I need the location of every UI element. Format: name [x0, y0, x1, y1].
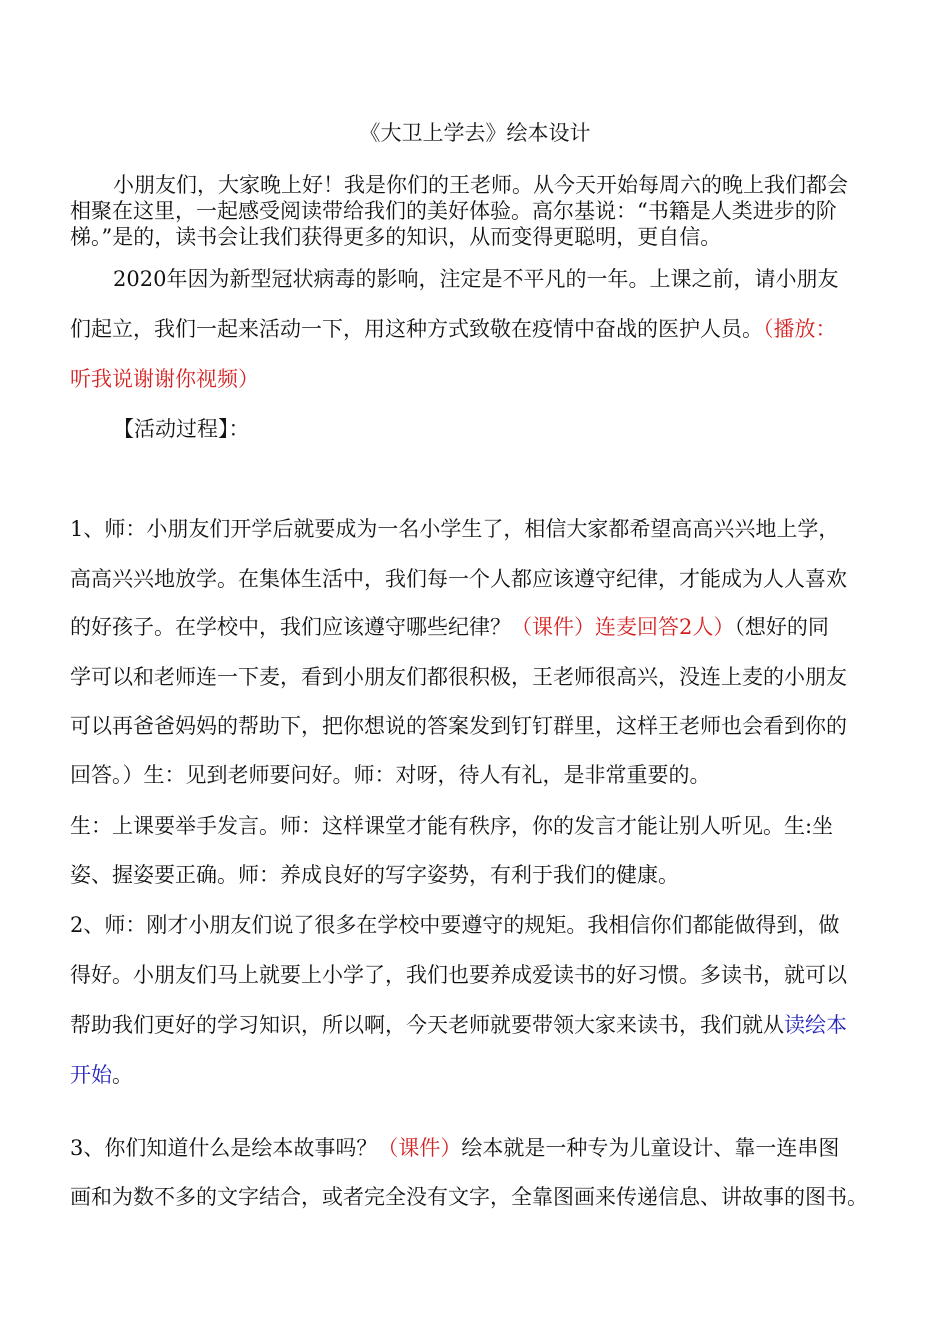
courseware-note: （课件）	[377, 1136, 462, 1160]
step1-text: （想好的同	[734, 615, 829, 639]
step2-text: 帮助我们更好的学习知识，所以啊，今天老师就要带领大家来读书，我们就从	[70, 1013, 784, 1037]
para2-line: 2020年因为新型冠状病毒的影响，注定是不平凡的一年。上课之前，请小朋友	[113, 267, 839, 291]
step2-line	[70, 1012, 900, 1038]
step2-line	[70, 1062, 900, 1088]
doc-title: 《大卫上学去》绘本设计	[359, 121, 591, 145]
intro-line: 小朋友们，大家晚上好！我是你们的王老师。从今天开始每周六的晚上我们都会	[113, 173, 848, 197]
intro-line: 梯。”是的，读书会让我们获得更多的知识，从而变得更聪明，更自信。	[70, 225, 722, 249]
step1-line: 姿、握姿要正确。师：养成良好的写字姿势，有利于我们的健康。	[70, 863, 679, 887]
step3-text: 3、你们知道什么是绘本故事吗？	[70, 1136, 378, 1160]
step2-line: 2、师：刚才小朋友们说了很多在学校中要遵守的规矩。我相信你们都能做得到，做	[70, 913, 840, 937]
para2-line	[70, 316, 900, 342]
courseware-note: （课件）连麦回答2人）	[511, 615, 735, 639]
step1-line: 回答。）生：见到老师要问好。师：对呀，待人有礼，是非常重要的。	[70, 763, 711, 787]
step1-line: 学可以和老师连一下麦，看到小朋友们都很积极，王老师很高兴，没连上麦的小朋友	[70, 665, 847, 689]
step1-line: 高高兴兴地放学。在集体生活中，我们每一个人都应该遵守纪律，才能成为人人喜欢	[70, 567, 847, 591]
step1-line	[70, 614, 900, 640]
step2-text: 。	[112, 1063, 133, 1087]
picture-book-highlight: 读绘本	[784, 1013, 847, 1037]
step2-line: 得好。小朋友们马上就要上小学了，我们也要养成爱读书的好习惯。多读书，就可以	[70, 963, 847, 987]
play-note: （播放：	[763, 317, 837, 341]
step1-line: 生：上课要举手发言。师：这样课堂才能有秩序，你的发言才能让别人听见。生:坐	[70, 814, 834, 838]
step3-line: 画和为数不多的文字结合，或者完全没有文字，全靠图画来传递信息、讲故事的图书。	[70, 1185, 868, 1209]
step3-text: 绘本就是一种专为儿童设计、靠一连串图	[461, 1136, 840, 1160]
step1-line: 可以再爸爸妈妈的帮助下，把你想说的答案发到钉钉群里，这样王老师也会看到你的	[70, 714, 847, 738]
intro-line: 相聚在这里，一起感受阅读带给我们的美好体验。高尔基说：“书籍是人类进步的阶	[70, 199, 837, 223]
step1-text: 的好孩子。在学校中，我们应该遵守哪些纪律？	[70, 615, 511, 639]
step1-line: 1、师：小朋友们开学后就要成为一名小学生了，相信大家都希望高高兴兴地上学，	[70, 517, 840, 541]
section-heading: 【活动过程】：	[113, 417, 250, 441]
play-note-cont: 听我说谢谢你视频）	[70, 367, 259, 391]
picture-book-highlight: 开始	[70, 1063, 112, 1087]
step3-line	[70, 1135, 900, 1161]
para2-text: 们起立，我们一起来活动一下，用这种方式致敬在疫情中奋战的医护人员。	[70, 317, 763, 341]
